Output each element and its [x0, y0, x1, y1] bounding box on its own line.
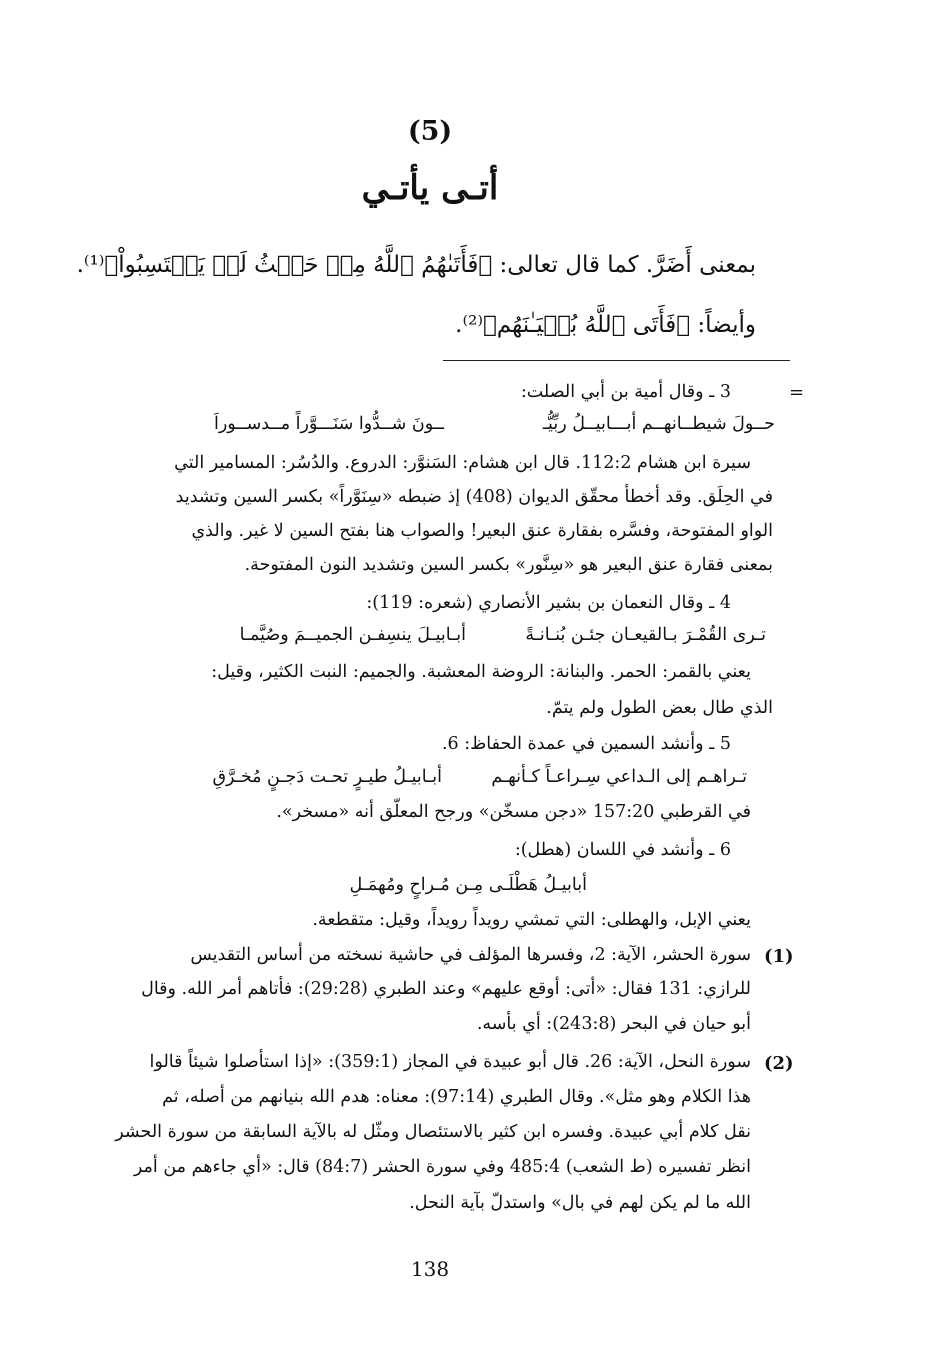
- footnote-1-marker: (1): [764, 946, 794, 967]
- footnote-1-line-1: سورة الحشر، الآية: 2، وفسرها المؤلف في حاشية نسخته من أساس التقديس: [190, 945, 751, 965]
- continuation-mark: =: [789, 382, 805, 403]
- footnote-1-line-3: أبو حيان في البحر (243:8): أي بأسه.: [476, 1014, 751, 1034]
- chapter-number: (5): [407, 116, 453, 147]
- note-4-verse-second-hemistich: أبـابيـلَ ينسِفـن الجميــمَ وصُيَّمـا: [239, 625, 466, 645]
- footnote-2-line-1: سورة النحل، الآية: 26. قال أبو عبيدة في المجاز (359:1): «إذا استأصلوا شيئاً قالوا: [149, 1052, 751, 1072]
- footnote-2-line-4: انظر تفسيره (ط الشعب) 485:4 وفي سورة الحشر (84:7) قال: «أي جاءهم من أمر: [133, 1157, 751, 1177]
- note-4-line-2: الذي طال بعض الطول ولم يتمّ.: [546, 698, 773, 718]
- chapter-title: أتـى يأتـي: [361, 168, 499, 208]
- note-3-verse-first-hemistich: حــولَ شيطــانهــم أبـــابيــلُ ربِّيُّـ: [542, 414, 775, 434]
- note-3-line-3: الواو المفتوحة، وفسَّره بفقارة عنق البعير! والصواب هنا بفتح السين لا غير. والذي: [191, 521, 773, 541]
- note-5-line-1: في القرطبي 157:20 «دجن مسخّن» ورجح المعلّق أنه «مسخر».: [276, 802, 751, 822]
- note-4-line-1: يعني بالقمر: الحمر. والبنانة: الروضة المعشبة. والجميم: النبت الكثير، وقيل:: [211, 662, 751, 682]
- footnote-2-line-2: هذا الكلام وهو مثل». وقال الطبري (97:14): معناه: هدم الله بنيانهم من أصله، ثم: [162, 1087, 751, 1107]
- note-6-intro: 6 ـ وأنشد في اللسان (هطل):: [514, 840, 731, 860]
- note-4-verse-first-hemistich: تـرى القُمْـرَ بـالقيعـان جئـن بُنـانـةً: [525, 625, 766, 645]
- note-5-intro: 5 ـ وأنشد السمين في عمدة الحفاظ: 6.: [441, 734, 731, 754]
- note-4-intro: 4 ـ وقال النعمان بن بشير الأنصاري (شعره: 119):: [366, 593, 731, 613]
- note-6-line-1: يعني الإبل، والهطلى: التي تمشي رويداً رويداً، وقيل: متقطعة.: [312, 910, 751, 930]
- page-number: 138: [410, 1257, 450, 1281]
- main-text-line-1: بمعنى أَضَرَّ. كما قال تعالى: ﴿فَأَتَىٰهُمُ ٱللَّهُ مِنۡ حَيۡثُ لَمۡ يَحۡتَسِبُواْ﴾⁽¹⁾.: [76, 252, 756, 278]
- note-6-verse: أبابيـلُ هَطْلَـى مِـن مُـراحٍ ومُهمَـلِ: [349, 875, 587, 895]
- note-3-line-2: في الحِلَق. وقد أخطأ محقّق الديوان (408) إذ ضبطه «سِنَوَّراً» بكسر السين وتشديد: [175, 487, 773, 507]
- footnote-2-line-5: الله ما لم يكن لهم في بال» واستدلّ بآية النحل.: [409, 1193, 751, 1213]
- footnote-2-marker: (2): [764, 1053, 794, 1074]
- note-3-line-4: بمعنى فقارة عنق البعير هو «سِنَّور» بكسر السين وتشديد النون المفتوحة.: [244, 555, 773, 575]
- footnote-1-line-2: للرازي: 131 فقال: «أتى: أوقع عليهم» وعند الطبري (29:28): فأتاهم أمر الله. وقال: [141, 979, 751, 999]
- note-5-verse-first-hemistich: تـراهـم إلى الـداعي سِـراعـاً كـأنهـم: [491, 767, 747, 787]
- main-text-line-2: وأيضاً: ﴿فَأَتَى ٱللَّهُ بُنۡيَـٰنَهُم﴾⁽²⁾.: [455, 312, 756, 338]
- note-3-line-1: سيرة ابن هشام 112:2. قال ابن هشام: السَنوَّر: الدروع. والدُسُر: المسامير التي: [174, 453, 751, 473]
- note-3-intro: 3 ـ وقال أمية بن أبي الصلت:: [520, 382, 731, 402]
- note-5-verse-second-hemistich: أبـابيـلُ طيـرٍ تحـت دَجـنٍ مُخـرَّقِ: [212, 767, 442, 787]
- separator-rule: [443, 360, 790, 361]
- footnote-2-line-3: نقل كلام أبي عبيدة. وفسره ابن كثير بالاستئصال ومثّل له بالآية السابقة من سورة الحشر: [115, 1122, 751, 1142]
- note-3-verse-second-hemistich: ــونَ شــدُّوا سَنَـــوَّراً مــدســوراَ: [213, 414, 444, 434]
